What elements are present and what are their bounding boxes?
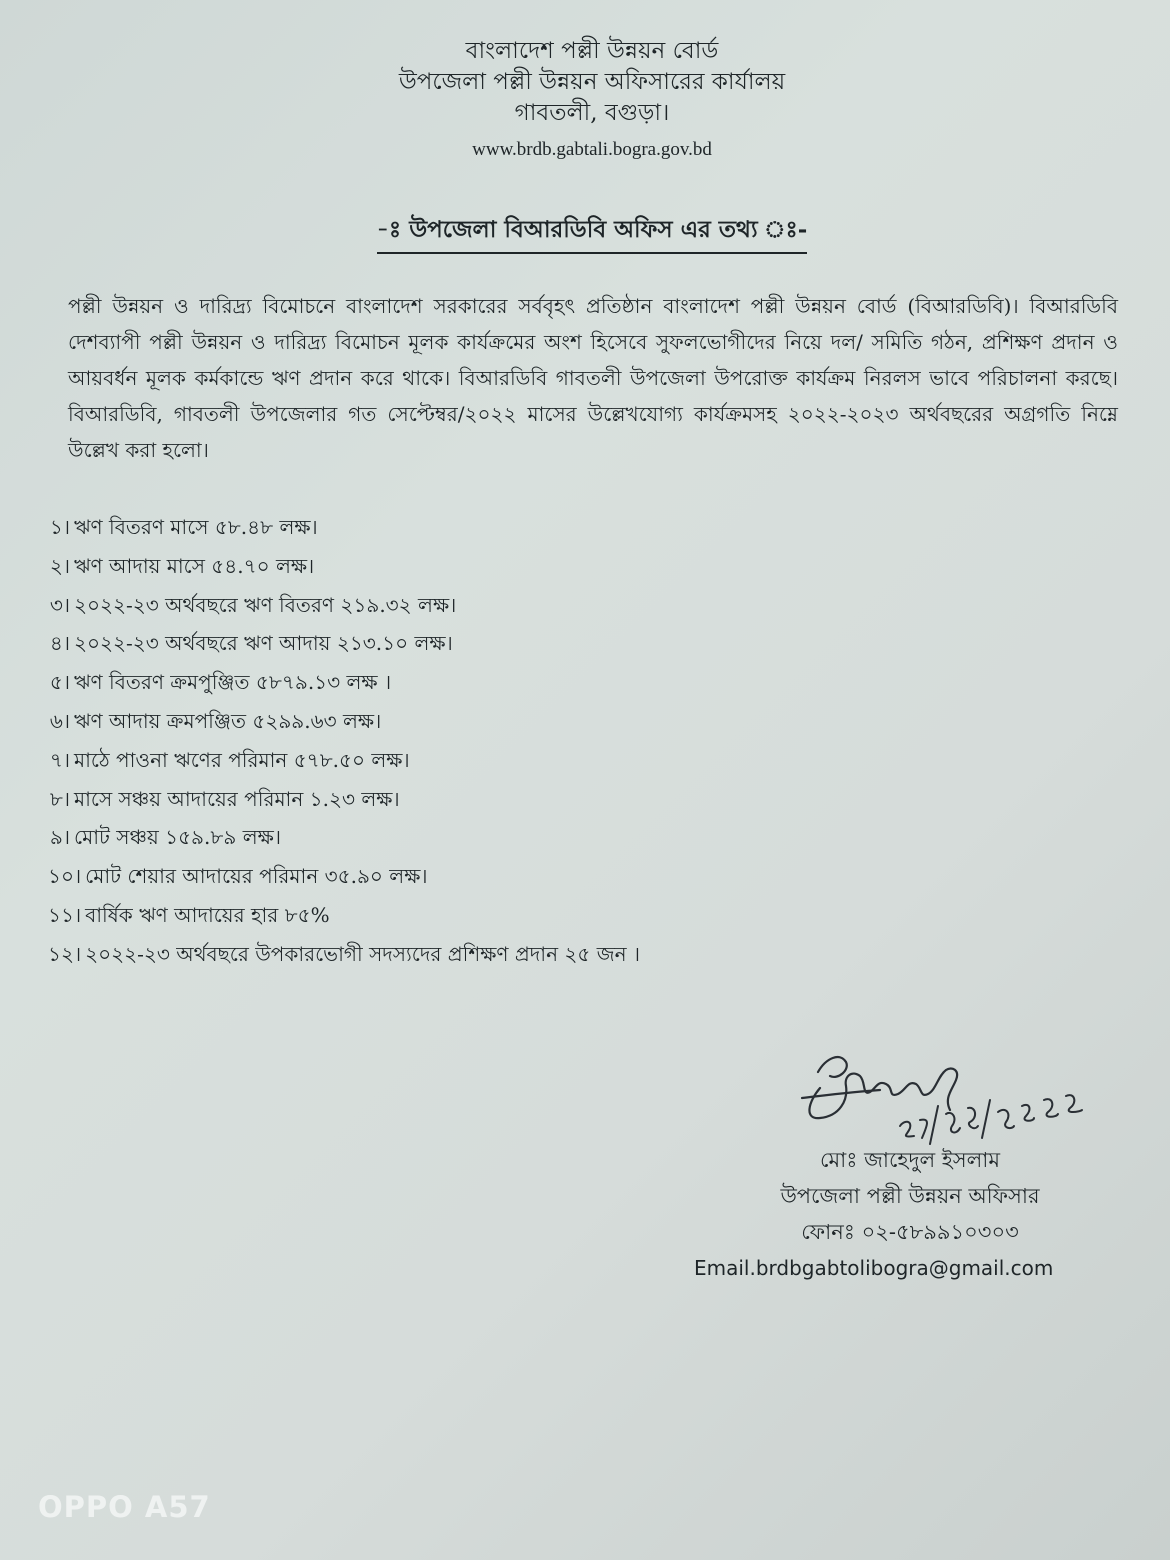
document-title-text: -ঃ উপজেলা বিআরডিবি অফিস এর তথ্য ঃ- (377, 211, 808, 254)
item-number: ২। (49, 553, 70, 578)
office-name: উপজেলা পল্লী উন্নয়ন অফিসারের কার্যালয় (398, 69, 786, 95)
handwritten-signature (790, 1040, 1100, 1150)
org-name: বাংলাদেশ পল্লী উন্নয়ন বোর্ড (465, 38, 719, 64)
list-item (48, 508, 948, 547)
item-text: মাসে সঞ্চয় আদায়ের পরিমান ১.২৩ লক্ষ। (74, 786, 400, 811)
item-number: ৫। (49, 670, 70, 695)
item-number: ৩। (49, 592, 70, 617)
document-title (0, 211, 1170, 254)
camera-watermark: OPPO A57 (38, 1490, 211, 1524)
intro-paragraph: পল্লী উন্নয়ন ও দারিদ্র্য বিমোচনে বাংলাদেশ সরকারের সর্ববৃহৎ প্রতিষ্ঠান বাংলাদেশ পল্লী উন্নয়ন বোর্ড (বিআরডিবি)। বিআরডিবি দেশব্যাপী পল্লী উন্নয়ন ও দারিদ্র্য বিমোচন মূলক কার্যক্রমের অংশ হিসেবে সুফলভোগীদের নিয়ে দল/ সমিতি গঠন, প্রশিক্ষণ প্রদান ও আয়বর্ধন মূলক কর্মকান্ডে ঋণ প্রদান করে থাকে। বিআরডিবি গাবতলী উপজেলা উপরোক্ত কার্যক্রম নিরলস ভাবে পরিচালনা করছে। বিআরডিবি, গাবতলী উপজেলার গত সেপ্টেম্বর/২০২২ মাসের উল্লেখযোগ্য কার্যক্রমসহ ২০২২-২০২৩ অর্থবছরের অগ্রগতি নিম্নে উল্লেখ করা হলো। (68, 294, 1118, 462)
signatory-designation: উপজেলা পল্লী উন্নয়ন অফিসার (780, 1184, 1040, 1208)
item-text: ২০২২-২৩ অর্থবছরে উপকারভোগী সদস্যদের প্রশিক্ষণ প্রদান ২৫ জন । (85, 941, 641, 966)
item-number: ৪। (49, 631, 70, 656)
office-location: গাবতলী, বগুড়া। (514, 100, 670, 126)
item-text: বার্ষিক ঋণ আদায়ের হার ৮৫% (85, 902, 330, 927)
item-number: ১। (49, 515, 70, 539)
list-item (48, 702, 948, 741)
list-item (48, 586, 948, 625)
item-number: ৬। (49, 708, 70, 733)
signatory-name: মোঃ জাহেদুল ইসলাম (819, 1148, 1001, 1172)
item-number: ১২। (48, 941, 82, 966)
item-text: মোট শেয়ার আদায়ের পরিমান ৩৫.৯০ লক্ষ। (85, 864, 428, 889)
list-item (48, 935, 948, 974)
list-item (48, 663, 948, 702)
item-number: ৮। (49, 786, 70, 811)
item-text: ঋণ বিতরণ মাসে ৫৮.৪৮ লক্ষ। (74, 515, 318, 539)
item-text: ঋণ আদায় মাসে ৫৪.৭০ লক্ষ। (74, 553, 315, 578)
item-text: মাঠে পাওনা ঋণের পরিমান ৫৭৮.৫০ লক্ষ। (74, 747, 410, 772)
list-item (48, 624, 948, 663)
website-text: www.brdb.gabtali.bogra.gov.bd (472, 139, 712, 160)
list-item (48, 857, 948, 896)
item-text: ২০২২-২৩ অর্থবছরে ঋণ আদায় ২১৩.১০ লক্ষ। (74, 631, 453, 656)
progress-list (48, 508, 948, 974)
item-number: ৯। (49, 825, 70, 850)
list-item (48, 780, 948, 819)
item-text: ঋণ বিতরণ ক্রমপুঞ্জিত ৫৮৭৯.১৩ লক্ষ । (74, 670, 392, 695)
item-number: ৭। (49, 747, 70, 772)
list-item (48, 547, 948, 586)
item-text: মোট সঞ্চয় ১৫৯.৮৯ লক্ষ। (74, 825, 281, 850)
item-text: ২০২২-২৩ অর্থবছরে ঋণ বিতরণ ২১৯.৩২ লক্ষ। (74, 592, 457, 617)
list-item (48, 818, 948, 857)
item-number: ১১। (48, 902, 82, 927)
signatory-email: Email.brdbgabtolibogra@gmail.com (694, 1256, 1054, 1280)
list-item (48, 741, 948, 780)
letterhead (0, 36, 1170, 165)
item-text: ঋণ আদায় ক্রমপঞ্জিত ৫২৯৯.৬৩ লক্ষ। (74, 708, 382, 733)
signatory-block (694, 1142, 1060, 1286)
item-number: ১০। (48, 864, 82, 889)
signatory-phone: ফোনঃ ০২-৫৮৯৯১০৩০৩ (801, 1220, 1019, 1244)
list-item (48, 896, 948, 935)
